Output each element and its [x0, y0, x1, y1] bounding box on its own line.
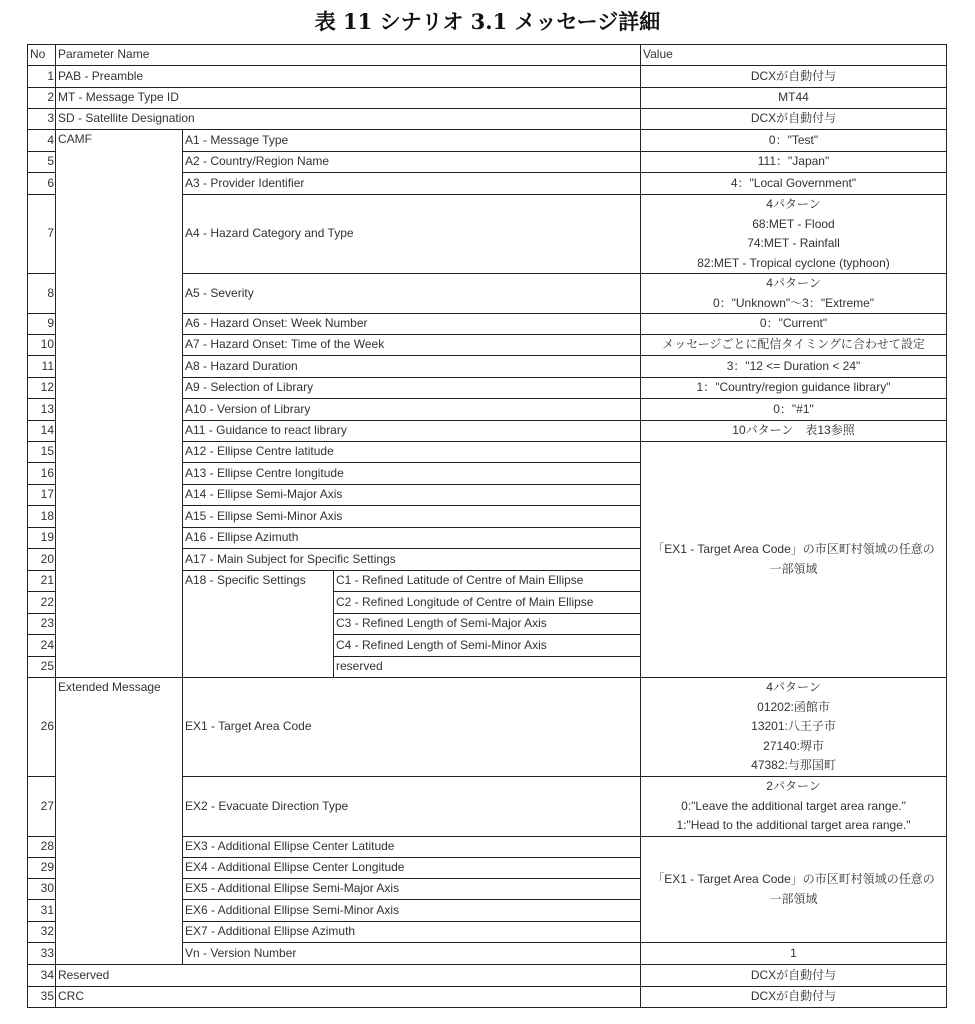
parameter-name: EX6 - Additional Ellipse Semi-Minor Axis [183, 900, 641, 922]
parameter-name: A1 - Message Type [183, 130, 641, 152]
parameter-name: SD - Satellite Designation [56, 109, 641, 130]
parameter-name: C3 - Refined Length of Semi-Major Axis [334, 614, 641, 635]
row-number: 17 [28, 485, 56, 506]
parameter-value: 0："Current" [641, 314, 947, 335]
row-number: 10 [28, 335, 56, 356]
parameter-name: A12 - Ellipse Centre latitude [183, 442, 641, 463]
parameter-name: EX1 - Target Area Code [183, 678, 641, 777]
table-header-row [28, 45, 947, 66]
group-extended-message: Extended Message [56, 678, 183, 965]
parameter-name: A6 - Hazard Onset: Week Number [183, 314, 641, 335]
parameter-value: 4パターン 0："Unknown"～3："Extreme" [641, 274, 947, 314]
parameter-value: メッセージごとに配信タイミングに合わせて設定 [641, 335, 947, 356]
row-number: 24 [28, 635, 56, 657]
parameter-name: A10 - Version of Library [183, 399, 641, 421]
row-number: 1 [28, 66, 56, 88]
parameter-name: Reserved [56, 965, 641, 987]
row-number: 14 [28, 421, 56, 442]
row-number: 28 [28, 837, 56, 858]
row-number: 18 [28, 506, 56, 528]
parameter-name: A17 - Main Subject for Specific Settings [183, 549, 641, 571]
parameter-name: C4 - Refined Length of Semi-Minor Axis [334, 635, 641, 657]
parameter-value: 1 [641, 943, 947, 965]
parameter-name: Vn - Version Number [183, 943, 641, 965]
row-number: 5 [28, 152, 56, 173]
parameter-name: A5 - Severity [183, 274, 641, 314]
row-number: 3 [28, 109, 56, 130]
shared-value-target-area: 「EX1 - Target Area Code」の市区町村領域の任意の 一部領域 [641, 837, 947, 943]
parameter-name: A9 - Selection of Library [183, 378, 641, 399]
parameter-value: 4パターン 01202:函館市 13201:八王子市 27140:堺市 47382:与那国町 [641, 678, 947, 777]
row-number: 31 [28, 900, 56, 922]
parameter-name: PAB - Preamble [56, 66, 641, 88]
parameter-name: EX4 - Additional Ellipse Center Longitude [183, 858, 641, 879]
row-number: 4 [28, 130, 56, 152]
parameter-name: EX7 - Additional Ellipse Azimuth [183, 922, 641, 943]
parameter-value: 111："Japan" [641, 152, 947, 173]
row-number: 15 [28, 442, 56, 463]
parameter-name: A7 - Hazard Onset: Time of the Week [183, 335, 641, 356]
row-number: 6 [28, 173, 56, 195]
parameter-value: 2パターン 0:"Leave the additional target area range." 1:"Head to the additional target area range." [641, 777, 947, 837]
header-parameter-name: Parameter Name [56, 45, 641, 66]
parameter-name: A16 - Ellipse Azimuth [183, 528, 641, 549]
parameter-value: DCXが自動付与 [641, 987, 947, 1008]
parameter-name: MT - Message Type ID [56, 88, 641, 109]
parameter-value: 3："12 <= Duration < 24" [641, 356, 947, 378]
parameter-value: 4パターン 68:MET - Flood 74:MET - Rainfall 82:MET - Tropical cyclone (typhoon) [641, 195, 947, 274]
parameter-name: C2 - Refined Longitude of Centre of Main Ellipse [334, 592, 641, 614]
row-number: 16 [28, 463, 56, 485]
row-number: 26 [28, 678, 56, 777]
table-row [28, 678, 947, 777]
parameter-name: A4 - Hazard Category and Type [183, 195, 641, 274]
row-number: 34 [28, 965, 56, 987]
parameter-name: reserved [334, 657, 641, 678]
row-number: 22 [28, 592, 56, 614]
parameter-value: DCXが自動付与 [641, 109, 947, 130]
table-row [28, 965, 947, 987]
parameter-value: DCXが自動付与 [641, 66, 947, 88]
table-row [28, 66, 947, 88]
row-number: 25 [28, 657, 56, 678]
row-number: 8 [28, 274, 56, 314]
row-number: 7 [28, 195, 56, 274]
parameter-name: EX5 - Additional Ellipse Semi-Major Axis [183, 879, 641, 900]
group-camf: CAMF [56, 130, 183, 678]
parameter-name: EX3 - Additional Ellipse Center Latitude [183, 837, 641, 858]
row-number: 23 [28, 614, 56, 635]
row-number: 9 [28, 314, 56, 335]
header-no: No [28, 45, 56, 66]
parameter-name: A11 - Guidance to react library [183, 421, 641, 442]
parameter-value: 10パターン 表13参照 [641, 421, 947, 442]
row-number: 32 [28, 922, 56, 943]
parameter-name: A2 - Country/Region Name [183, 152, 641, 173]
row-number: 2 [28, 88, 56, 109]
row-number: 30 [28, 879, 56, 900]
row-number: 21 [28, 571, 56, 592]
parameter-value: 4："Local Government" [641, 173, 947, 195]
parameter-name: A3 - Provider Identifier [183, 173, 641, 195]
row-number: 19 [28, 528, 56, 549]
table-row [28, 109, 947, 130]
parameter-value: 1："Country/region guidance library" [641, 378, 947, 399]
row-number: 27 [28, 777, 56, 837]
parameter-name: EX2 - Evacuate Direction Type [183, 777, 641, 837]
row-number: 33 [28, 943, 56, 965]
message-detail-table [27, 44, 947, 1008]
parameter-name: A14 - Ellipse Semi-Major Axis [183, 485, 641, 506]
parameter-value: MT44 [641, 88, 947, 109]
parameter-name: CRC [56, 987, 641, 1008]
row-number: 29 [28, 858, 56, 879]
parameter-value: DCXが自動付与 [641, 965, 947, 987]
shared-value-target-area: 「EX1 - Target Area Code」の市区町村領域の任意の 一部領域 [641, 442, 947, 678]
header-value: Value [641, 45, 947, 66]
row-number: 13 [28, 399, 56, 421]
parameter-name: C1 - Refined Latitude of Centre of Main Ellipse [334, 571, 641, 592]
parameter-name: A13 - Ellipse Centre longitude [183, 463, 641, 485]
row-number: 12 [28, 378, 56, 399]
row-number: 20 [28, 549, 56, 571]
parameter-name: A15 - Ellipse Semi-Minor Axis [183, 506, 641, 528]
parameter-value: 0："#1" [641, 399, 947, 421]
row-number: 35 [28, 987, 56, 1008]
table-row [28, 88, 947, 109]
table-row [28, 130, 947, 152]
table-row [28, 987, 947, 1008]
parameter-value: 0："Test" [641, 130, 947, 152]
group-a18-specific-settings: A18 - Specific Settings [183, 571, 334, 678]
table-title: 表 11 シナリオ 3.1 メッセージ詳細 [314, 9, 661, 34]
parameter-name: A8 - Hazard Duration [183, 356, 641, 378]
row-number: 11 [28, 356, 56, 378]
